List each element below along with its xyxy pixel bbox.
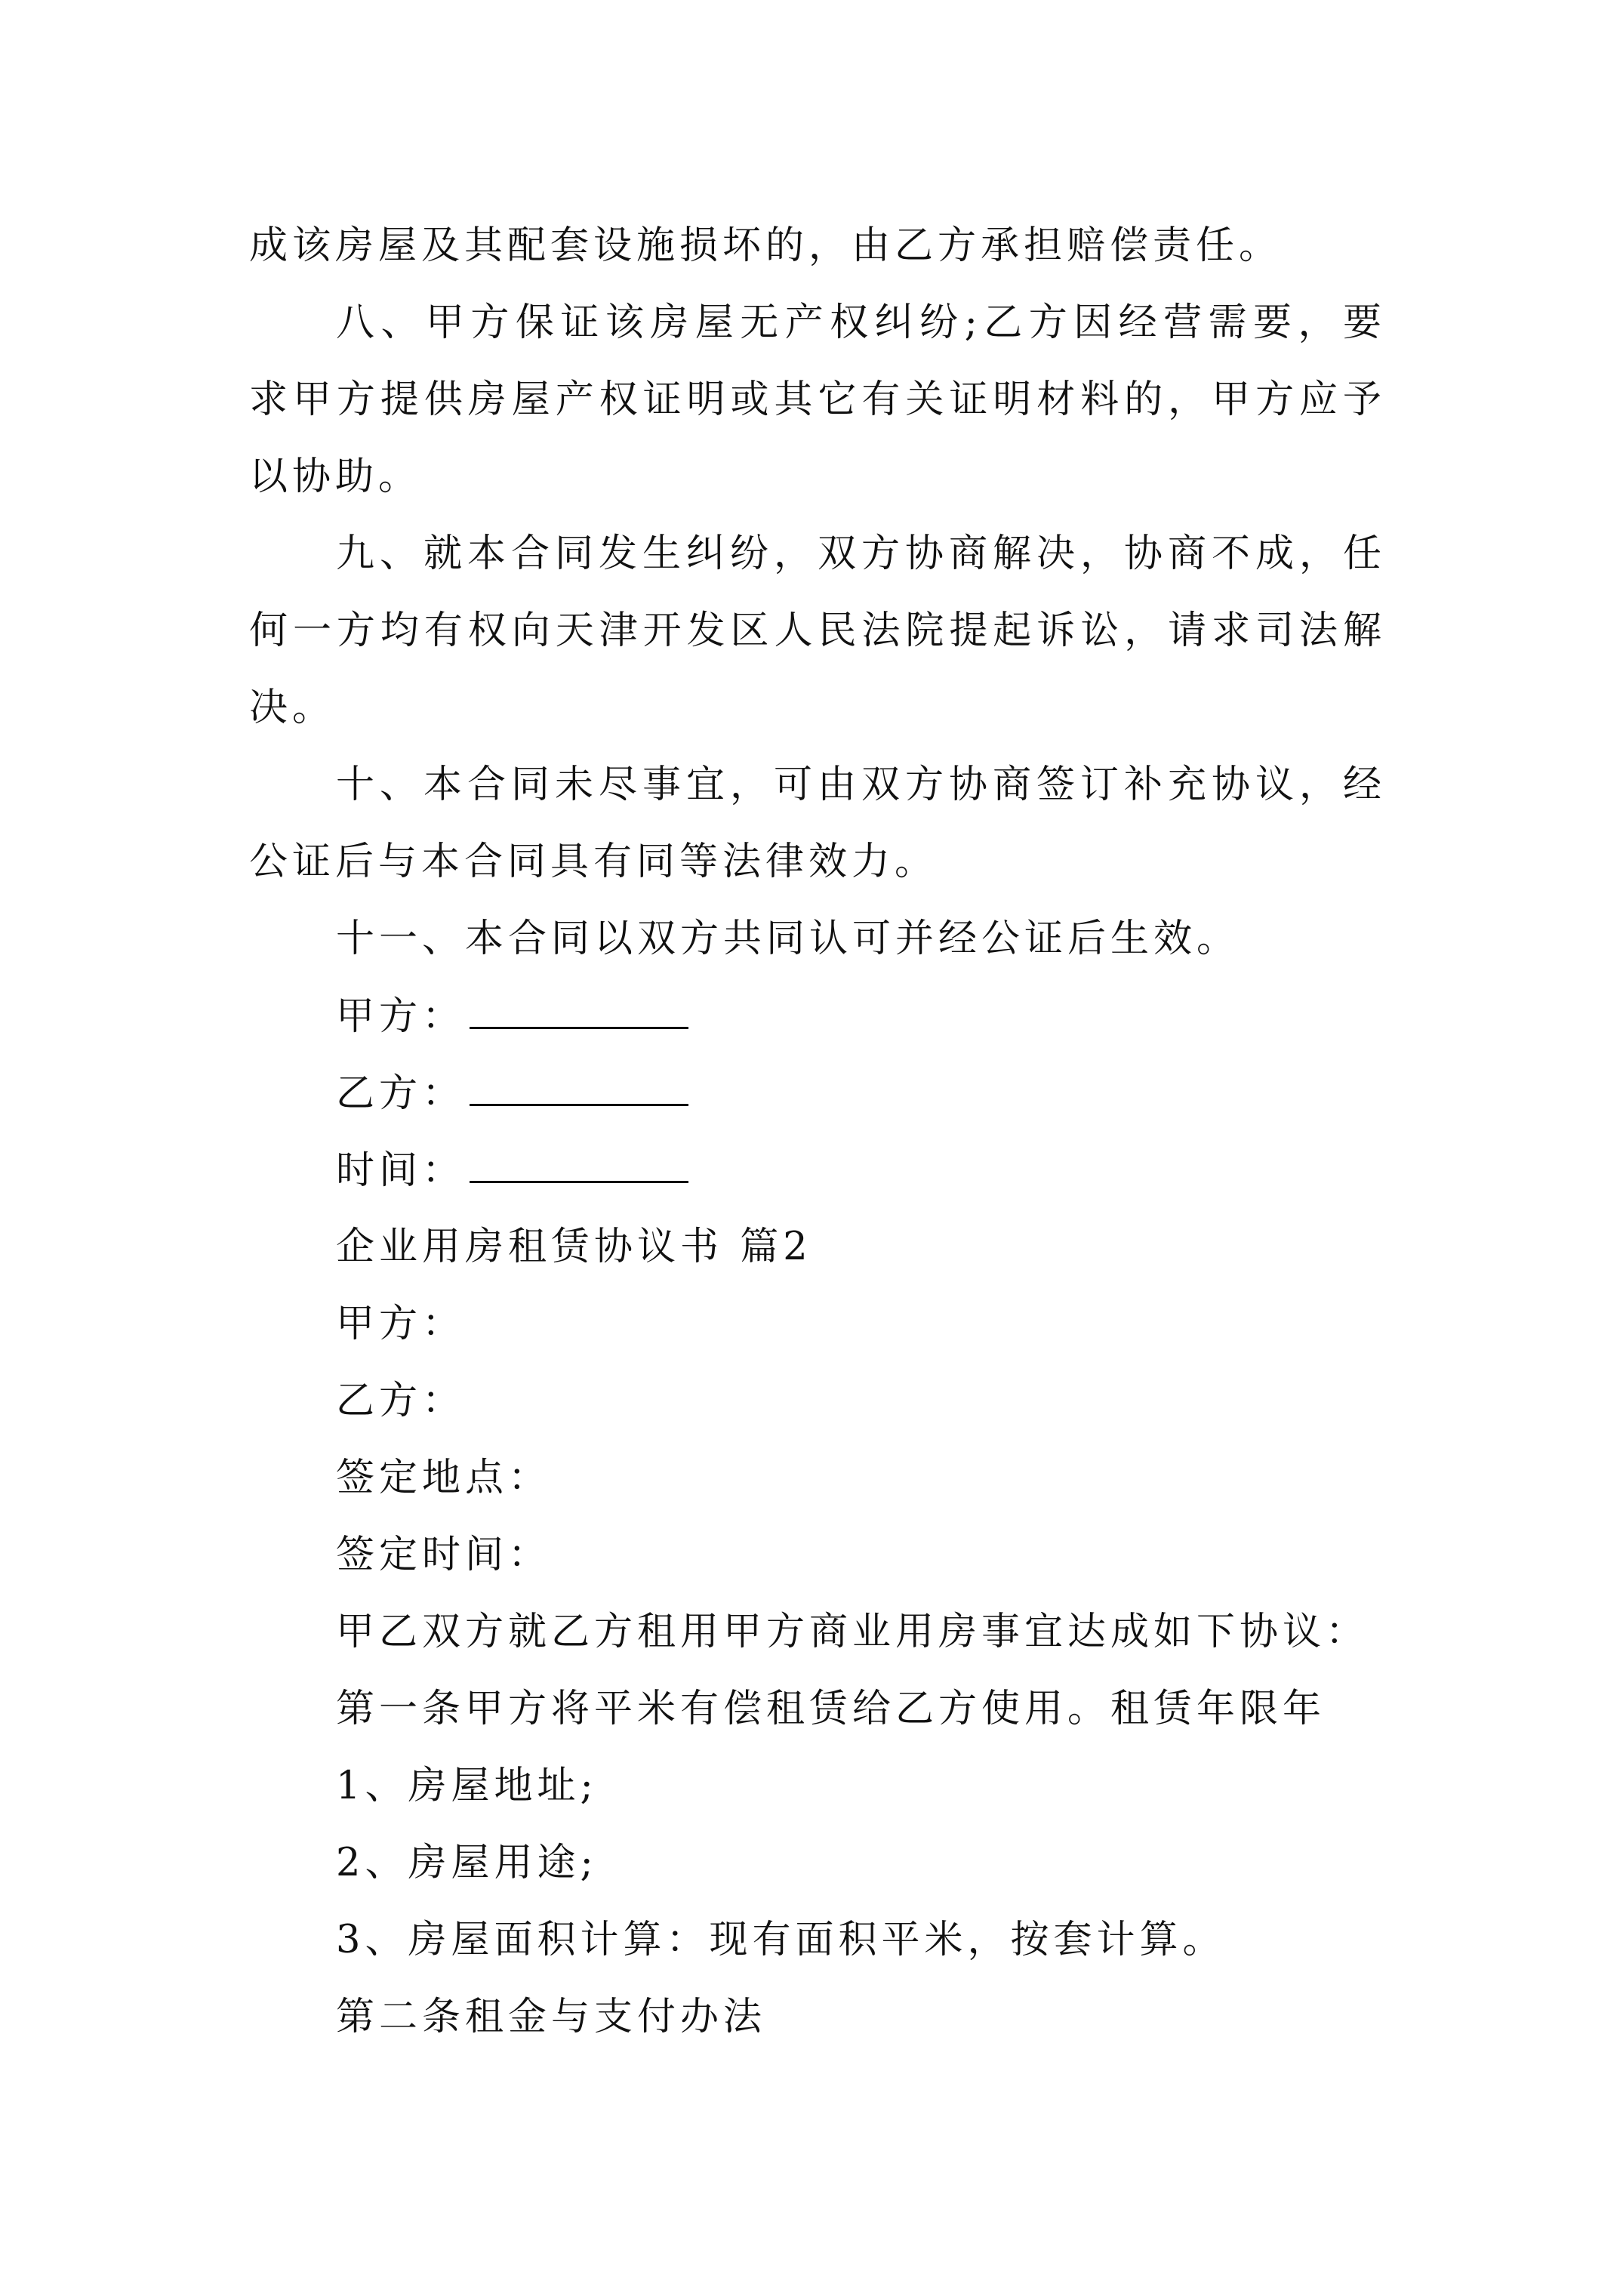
signing-time-line: 签定时间： [336, 1533, 552, 1577]
signature-blank [470, 1148, 688, 1183]
list-item: 1、房屋地址; [336, 1764, 598, 1808]
signature-party-b [336, 1071, 688, 1117]
clause-nine-line: 九、就本合同发生纠纷，双方协商解决，协商不成，任 [336, 532, 1381, 576]
list-item: 3、房屋面积计算：现有面积平米，按套计算。 [336, 1918, 1226, 1962]
body-line: 求甲方提供房屋产权证明或其它有关证明材料的，甲方应予 [249, 378, 1381, 422]
time-label: 时间： [336, 1148, 466, 1193]
agreement-intro-line: 甲乙双方就乙方租用甲方商业用房事宜达成如下协议： [336, 1610, 1369, 1654]
signature-blank [470, 994, 688, 1029]
list-item: 2、房屋用途; [336, 1841, 598, 1885]
article-two-line: 第二条租金与支付办法 [336, 1995, 767, 2039]
party-a-line: 甲方： [336, 1302, 466, 1346]
clause-eleven-line: 十一、本合同以双方共同认可并经公证后生效。 [336, 917, 1240, 961]
section-title: 企业用房租赁协议书 篇2 [336, 1225, 812, 1269]
clause-ten-line: 十、本合同未尽事宜，可由双方协商签订补充协议，经 [336, 763, 1381, 807]
signature-time [336, 1148, 688, 1194]
body-line: 成该房屋及其配套设施损坏的，由乙方承担赔偿责任。 [249, 223, 1283, 268]
clause-eight-line: 八、甲方保证该房屋无产权纠纷;乙方因经营需要，要 [336, 300, 1381, 345]
signing-place-line: 签定地点： [336, 1456, 552, 1500]
body-line: 何一方均有权向天津开发区人民法院提起诉讼，请求司法解 [249, 609, 1381, 653]
article-one-line: 第一条甲方将平米有偿租赁给乙方使用。租赁年限年 [336, 1687, 1326, 1731]
body-line: 公证后与本合同具有同等法律效力。 [249, 840, 938, 884]
signature-blank [470, 1071, 688, 1106]
body-line: 以协助。 [249, 455, 422, 499]
body-line: 决。 [249, 686, 336, 730]
party-a-label: 甲方： [336, 994, 466, 1039]
party-b-line: 乙方： [336, 1379, 466, 1423]
signature-party-a [336, 994, 688, 1040]
party-b-label: 乙方： [336, 1071, 466, 1116]
